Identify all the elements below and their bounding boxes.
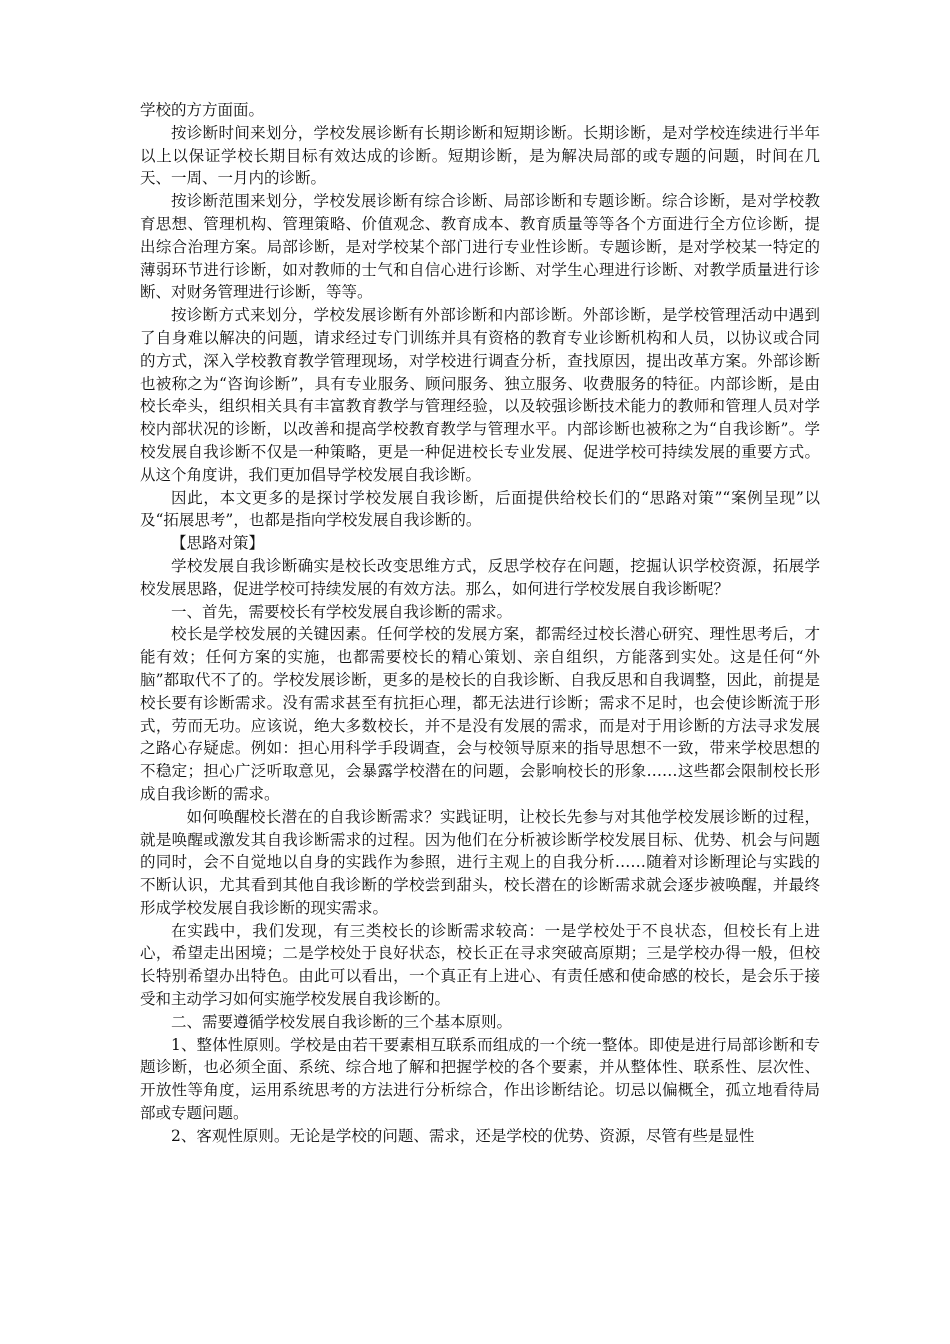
paragraph-three-types: 在实践中，我们发现，有三类校长的诊断需求较高：一是学校处于不良状态，但校长有上进心，希望走出困境；二是学校处于良好状态，校长正在寻求突破高原期；三是学校办得一般，但校长特别希望办出特色。由此可以看出，一个真正有上进心、有责任感和使命感的校长，是会乐于接受和主动学习如何实施学校发展自我诊断的。 <box>140 921 820 1009</box>
paragraph-therefore: 因此，本文更多的是探讨学校发展自我诊断，后面提供给校长们的“思路对策”“案例呈现”以及“拓展思考”，也都是指向学校发展自我诊断的。 <box>140 488 820 530</box>
paragraph-awaken-need: 如何唤醒校长潜在的自我诊断需求？实践证明，让校长先参与对其他学校发展诊断的过程，就是唤醒或激发其自我诊断需求的过程。因为他们在分析被诊断学校发展目标、优势、机会与问题的同时，会不自觉地以自身的实践作为参照，进行主观上的自我分析……随着对诊断理论与实践的不断认识，尤其看到其他自我诊断的学校尝到甜头，校长潜在的诊断需求就会逐步被唤醒，并最终形成学校发展自我诊断的现实需求。 <box>140 807 820 917</box>
paragraph-point-one-heading: 一、首先，需要校长有学校发展自我诊断的需求。 <box>171 602 513 621</box>
paragraph-principal-key-factor: 校长是学校发展的关键因素。任何学校的发展方案，都需经过校长潜心研究、理性思考后，才能有效；任何方案的实施，也都需要校长的精心策划、亲自组织，方能落到实处。这是任何“外脑”都取代不了的。学校发展诊断，更多的是校长的自我诊断、自我反思和自我调整，因此，前提是校长要有诊断需求。没有需求甚至有抗拒心理，都无法进行诊断；需求不足时，也会使诊断流于形式，劳而无功。应该说，绝大多数校长，并不是没有发展的需求，而是对于用诊断的方法寻求发展之路心存疑虑。例如：担心用科学手段调查，会与校领导原来的指导思想不一致，带来学校思想的不稳定；担心广泛听取意见，会暴露学校潜在的问题，会影响校长的形象……这些都会限制校长形成自我诊断的需求。 <box>140 625 820 803</box>
paragraph-principle-integrity: 1、整体性原则。学校是由若干要素相互联系而组成的一个统一整体。即使是进行局部诊断和专题诊断，也必须全面、系统、综合地了解和把握学校的各个要素，并从整体性、联系性、层次性、开放性等角度，运用系统思考的方法进行分析综合，作出诊断结论。切忌以偏概全，孤立地看待局部或专题问题。 <box>140 1035 820 1123</box>
section-heading-strategy: 【思路对策】 <box>171 534 265 553</box>
paragraph-continuation: 学校的方方面面。 <box>140 101 265 119</box>
document-body <box>140 99 820 1148</box>
paragraph-principle-objectivity: 2、客观性原则。无论是学校的问题、需求，还是学校的优势、资源，尽管有些是显性 <box>171 1126 755 1145</box>
paragraph-time-classification: 按诊断时间来划分，学校发展诊断有长期诊断和短期诊断。长期诊断，是对学校连续进行半年以上以保证学校长期目标有效达成的诊断。短期诊断，是为解决局部的或专题的问题，时间在几天、一周、一月内的诊断。 <box>140 123 820 188</box>
paragraph-strategy-intro: 学校发展自我诊断确实是校长改变思维方式，反思学校存在问题，挖掘认识学校资源，拓展学校发展思路，促进学校可持续发展的有效方法。那么，如何进行学校发展自我诊断呢？ <box>140 556 820 598</box>
paragraph-scope-classification: 按诊断范围来划分，学校发展诊断有综合诊断、局部诊断和专题诊断。综合诊断，是对学校教育思想、管理机构、管理策略、价值观念、教育成本、教育质量等等各个方面进行全方位诊断，提出综合治理方案。局部诊断，是对学校某个部门进行专业性诊断。专题诊断，是对学校某一特定的薄弱环节进行诊断，如对教师的士气和自信心进行诊断、对学生心理进行诊断、对教学质量进行诊断、对财务管理进行诊断，等等。 <box>140 192 820 302</box>
paragraph-point-two-heading: 二、需要遵循学校发展自我诊断的三个基本原则。 <box>171 1012 513 1031</box>
paragraph-method-classification: 按诊断方式来划分，学校发展诊断有外部诊断和内部诊断。外部诊断，是学校管理活动中遇到了自身难以解决的问题，请求经过专门训练并具有资格的教育专业诊断机构和人员，以协议或合同的方式，深入学校教育教学管理现场，对学校进行调查分析，查找原因，提出改革方案。外部诊断也被称之为“咨询诊断”，具有专业服务、顾问服务、独立服务、收费服务的特征。内部诊断，是由校长牵头，组织相关具有丰富教育教学与管理经验，以及较强诊断技术能力的教师和管理人员对学校内部状况的诊断，以改善和提高学校教育教学与管理水平。内部诊断也被称之为“自我诊断”。学校发展自我诊断不仅是一种策略，更是一种促进校长专业发展、促进学校可持续发展的重要方式。从这个角度讲，我们更加倡导学校发展自我诊断。 <box>140 306 820 484</box>
